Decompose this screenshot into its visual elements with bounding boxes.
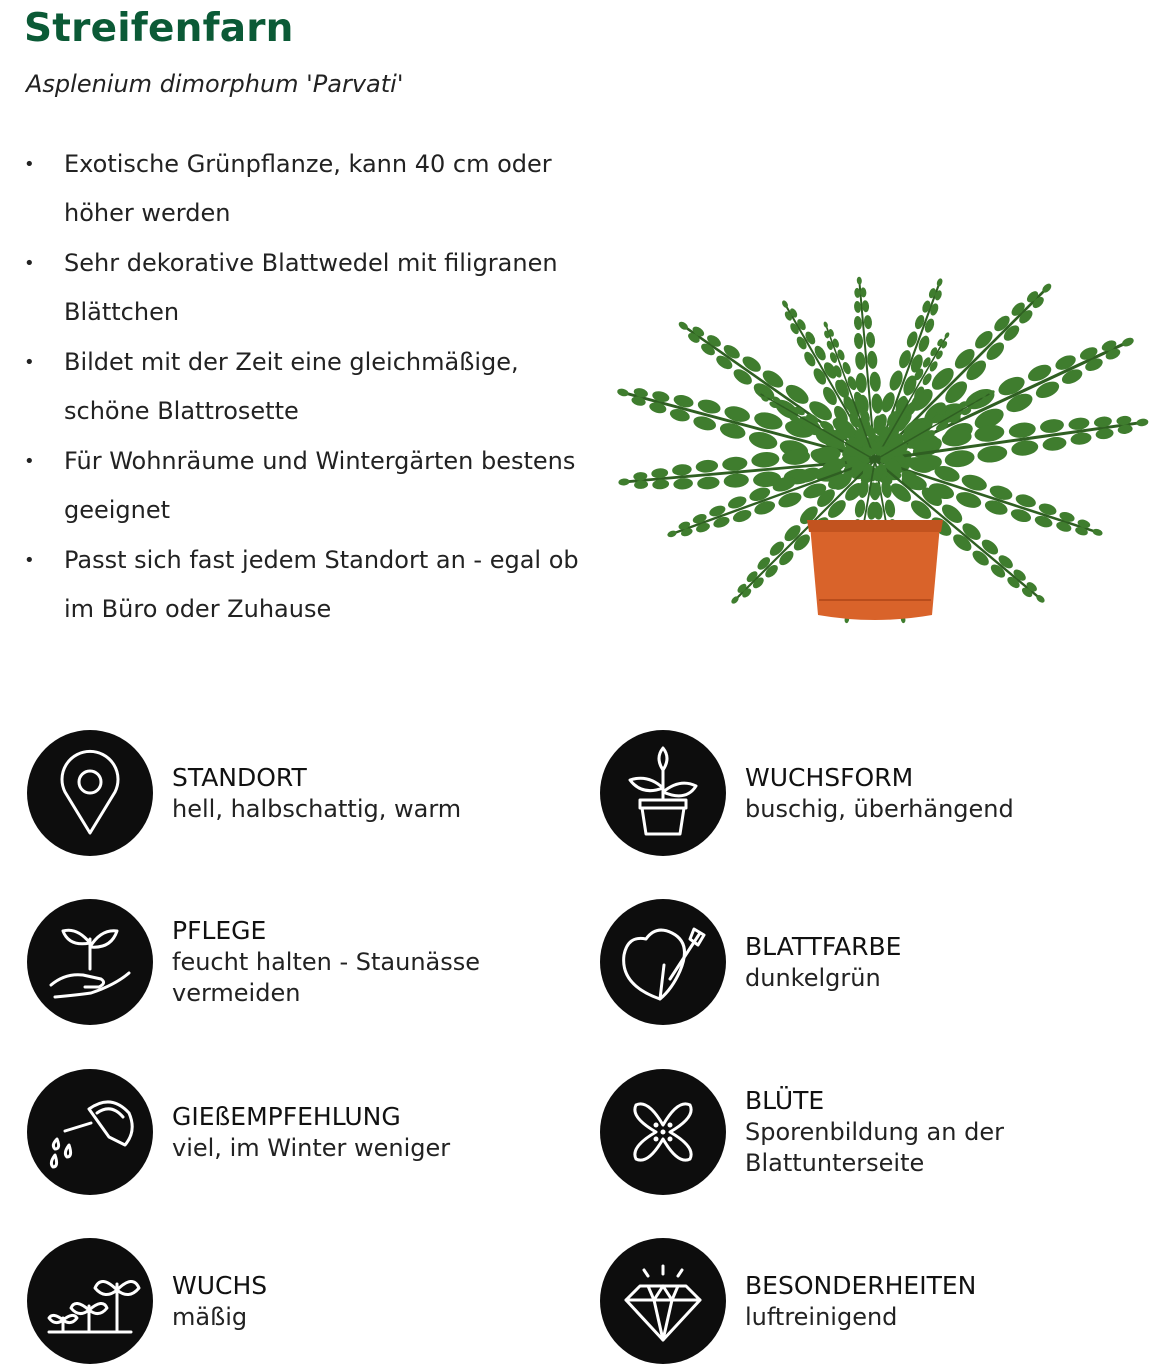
attribute-value: viel, im Winter weniger [172, 1133, 451, 1162]
feature-item: • Bildet mit der Zeit eine gleichmäßige, schöne Blattrosette [24, 338, 584, 436]
attribute-value: mäßig [172, 1302, 248, 1331]
attribute-standort [27, 730, 547, 860]
attribute-wuchs [27, 1238, 547, 1368]
attribute-label: GIEßEMPFEHLUNG [172, 1101, 401, 1131]
attribute-besonderheiten [600, 1238, 1120, 1368]
attribute-value: luftreinigend [745, 1302, 898, 1331]
latin-name: Asplenium dimorphum 'Parvati' [26, 70, 404, 98]
location-pin-icon [27, 730, 153, 856]
diamond-icon [600, 1238, 726, 1364]
attribute-value: feucht halten - Staunässe vermeiden [172, 948, 481, 1007]
fern-plant-image [595, 160, 1170, 630]
attribute-giessen [27, 1069, 547, 1199]
product-title: Streifenfarn [24, 6, 294, 51]
watering-can-icon [27, 1069, 153, 1195]
feature-list [24, 140, 584, 635]
leaf-paintbrush-icon [600, 899, 726, 1025]
attribute-label: WUCHSFORM [745, 762, 914, 792]
feature-item: • Exotische Grünpflanze, kann 40 cm oder höher werden [24, 140, 584, 238]
attribute-value: buschig, überhängend [745, 794, 1014, 823]
attribute-wuchsform [600, 730, 1120, 860]
attribute-pflege [27, 899, 547, 1029]
hand-seedling-icon [27, 899, 153, 1025]
attribute-label: PFLEGE [172, 916, 267, 945]
feature-item: • Für Wohnräume und Wintergärten bestens geeignet [24, 437, 584, 535]
feature-item: • Passt sich fast jedem Standort an - egal ob im Büro oder Zuhause [24, 536, 584, 634]
attribute-bluete [600, 1069, 1120, 1199]
feature-item: • Sehr dekorative Blattwedel mit filigranen Blättchen [24, 239, 584, 337]
attribute-label: BESONDERHEITEN [745, 1270, 977, 1300]
attribute-label: BLATTFARBE [745, 931, 902, 961]
attribute-label: WUCHS [172, 1270, 268, 1300]
sprouts-growth-icon [27, 1238, 153, 1364]
potted-plant-icon [600, 730, 726, 856]
attribute-value: dunkelgrün [745, 963, 881, 992]
attribute-value: hell, halbschattig, warm [172, 794, 462, 823]
flower-icon [600, 1069, 726, 1195]
attribute-label: BLÜTE [745, 1086, 825, 1115]
attribute-value: Sporenbildung an der Blattunterseite [745, 1118, 1004, 1177]
attribute-blattfarbe [600, 899, 1120, 1029]
attribute-label: STANDORT [172, 762, 307, 792]
